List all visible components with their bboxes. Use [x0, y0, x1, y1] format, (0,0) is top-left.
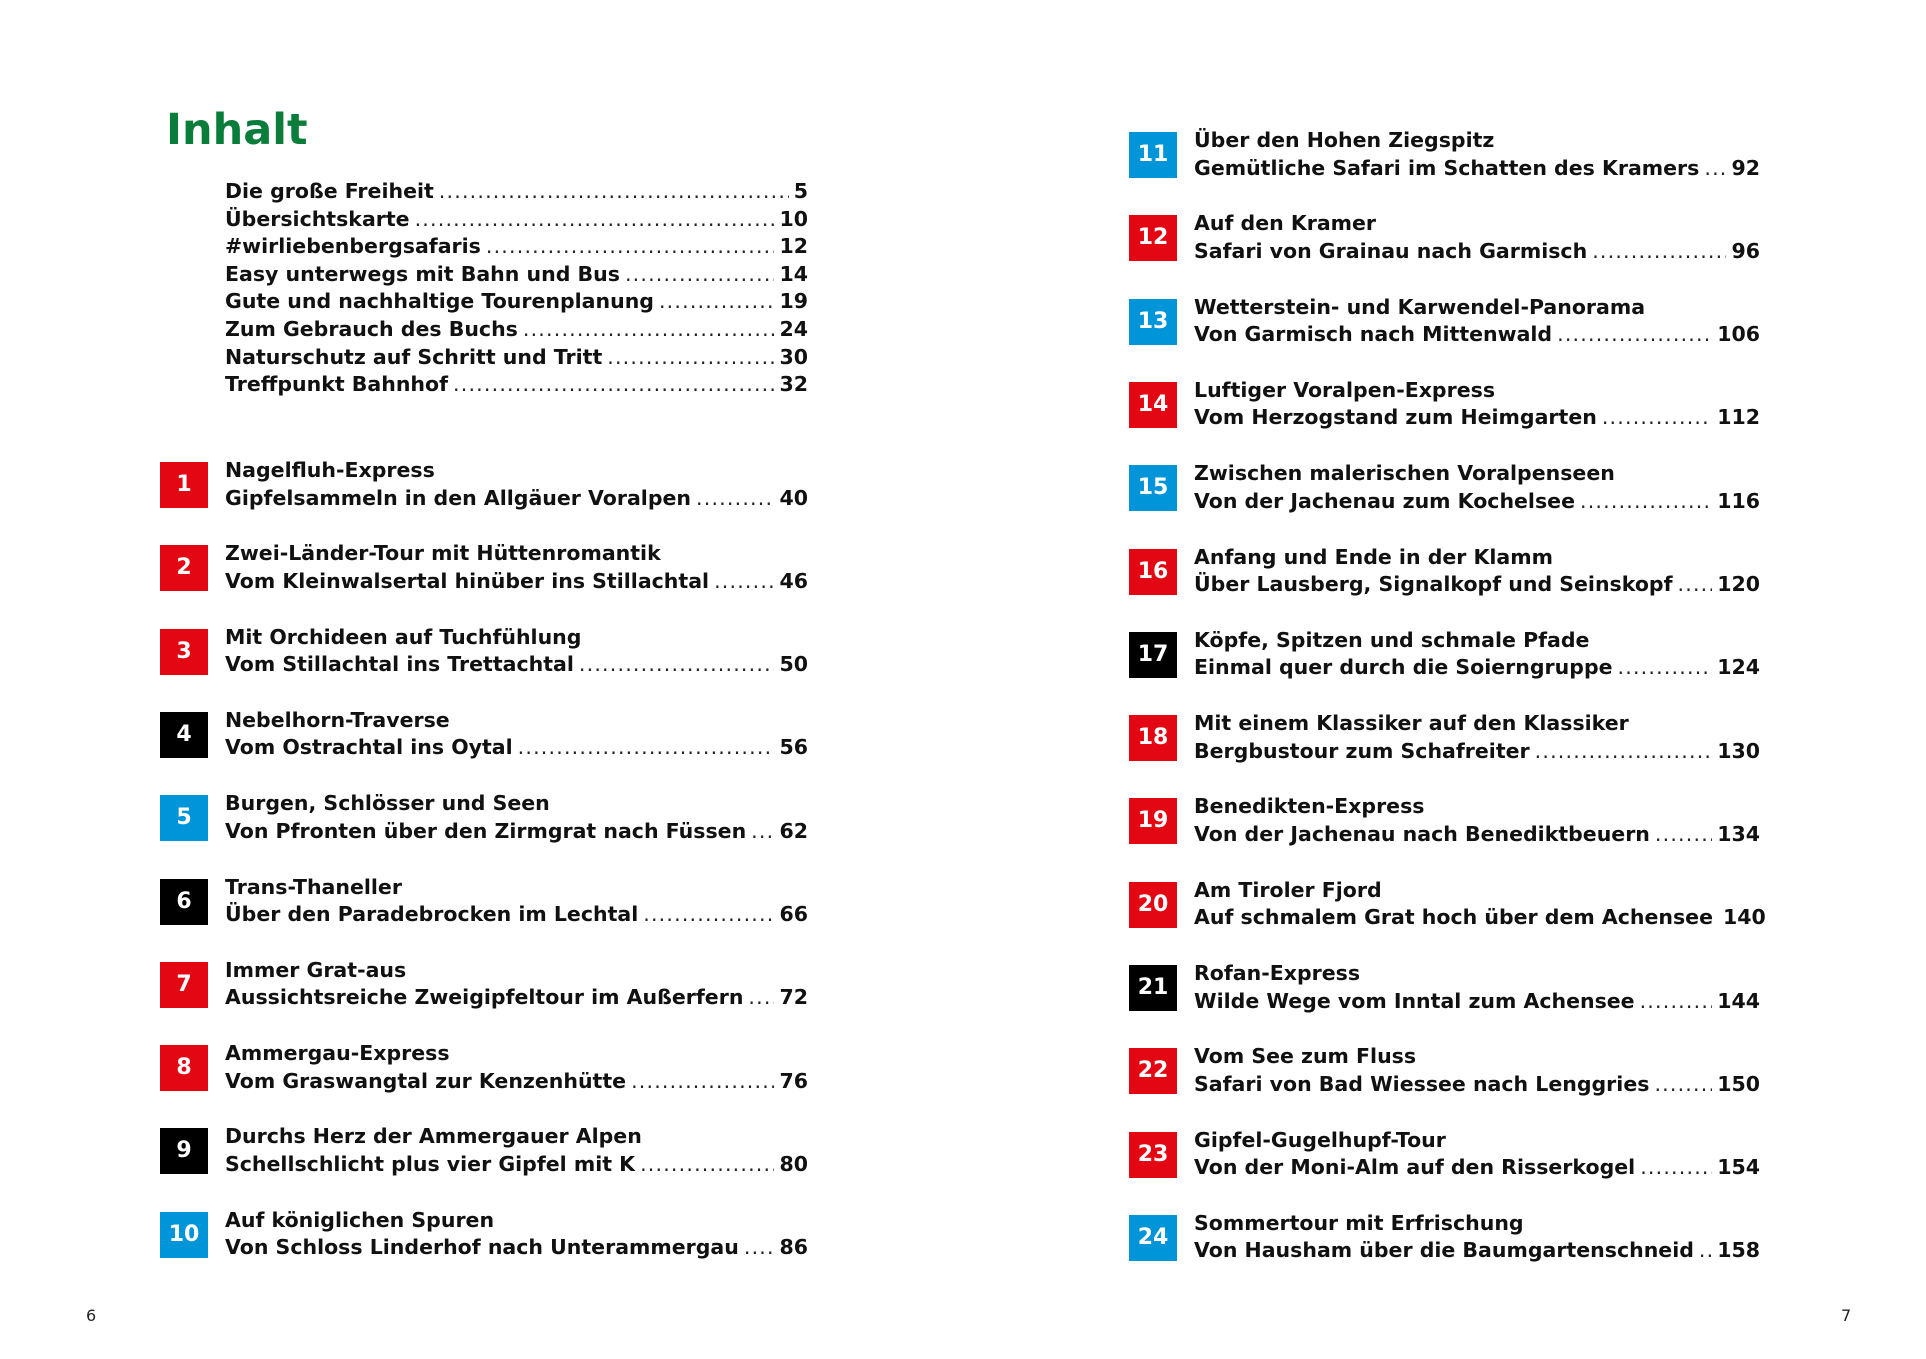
- entry-page-number: 150: [1717, 1071, 1760, 1096]
- dot-leader: [643, 901, 774, 929]
- dot-leader: [659, 288, 775, 316]
- tour-number-badge: 17: [1129, 632, 1177, 678]
- entry-label: #wirliebenbergsafaris: [225, 234, 481, 259]
- entry-page-number: 40: [779, 485, 808, 510]
- dot-leader: [714, 568, 774, 596]
- dot-leader: [1655, 821, 1712, 849]
- tour-text: [225, 1040, 808, 1095]
- tour-text: [1194, 710, 1760, 765]
- tour-entry: [160, 622, 808, 682]
- dot-leader: [1654, 1071, 1712, 1099]
- entry-page-number: 5: [793, 179, 808, 203]
- page-number-left: 6: [86, 1306, 97, 1325]
- dot-leader: [625, 261, 775, 289]
- tour-number-badge: 11: [1129, 132, 1177, 178]
- tour-text: [1194, 544, 1760, 599]
- entry-page-number: 14: [779, 261, 808, 286]
- entry-page-number: 120: [1717, 572, 1760, 597]
- tour-title: Anfang und Ende in der Klamm: [1194, 544, 1553, 569]
- tour-title: Vom See zum Fluss: [1194, 1044, 1417, 1069]
- tour-title: Trans-Thaneller: [225, 874, 402, 899]
- tour-entry: [1129, 708, 1760, 768]
- tour-title: Gipfel-Gugelhupf-Tour: [1194, 1127, 1446, 1152]
- tour-entry: [160, 1121, 808, 1181]
- entry-label: Safari von Grainau nach Garmisch: [1194, 238, 1588, 263]
- entry-page-number: 130: [1717, 738, 1760, 763]
- tour-title: Luftiger Voralpen-Express: [1194, 377, 1496, 402]
- tour-title: Nagelfluh-Express: [225, 458, 435, 482]
- entry-label: Über Lausberg, Signalkopf und Seinskopf: [1194, 572, 1673, 597]
- entry-page-number: 144: [1717, 988, 1760, 1013]
- tour-title: Wetterstein- und Karwendel-Panorama: [1194, 294, 1646, 319]
- tour-text: [1194, 210, 1760, 265]
- entry-label: Gute und nachhaltige Tourenplanung: [225, 289, 654, 314]
- intro-entry: [225, 261, 808, 289]
- tour-title: Durchs Herz der Ammergauer Alpen: [225, 1124, 642, 1149]
- tour-subtitle-line: [225, 818, 808, 846]
- dot-leader: [415, 206, 775, 234]
- entry-label: Vom Herzogstand zum Heimgarten: [1194, 405, 1597, 430]
- dot-leader: [1704, 155, 1726, 183]
- dot-leader: [1592, 238, 1726, 266]
- tour-number-badge: 3: [160, 629, 208, 675]
- tour-text: [225, 1123, 808, 1178]
- entry-label: Von der Jachenau nach Benediktbeuern: [1194, 821, 1650, 846]
- tour-title: Benedikten-Express: [1194, 794, 1425, 819]
- dot-leader: [751, 818, 774, 846]
- tour-subtitle-line: [1194, 155, 1760, 183]
- tour-title: Am Tiroler Fjord: [1194, 877, 1382, 902]
- tour-entry: [160, 538, 808, 598]
- tour-entry: [1129, 292, 1760, 352]
- intro-entry: [225, 233, 808, 261]
- dot-leader: [640, 1151, 774, 1179]
- tour-entry: [1129, 1208, 1760, 1268]
- entry-label: Von Garmisch nach Mittenwald: [1194, 322, 1553, 347]
- tour-subtitle-line: [1194, 571, 1760, 599]
- entry-page-number: 86: [779, 1235, 808, 1260]
- tour-text: [1194, 127, 1760, 182]
- dot-leader: [744, 1234, 775, 1262]
- dot-leader: [696, 485, 774, 513]
- entry-label: Schellschlicht plus vier Gipfel mit K: [225, 1151, 636, 1176]
- tour-number-badge: 10: [160, 1212, 208, 1258]
- entry-label: Safari von Bad Wiessee nach Lenggries: [1194, 1071, 1650, 1096]
- entry-label: Easy unterwegs mit Bahn und Bus: [225, 261, 620, 286]
- tour-title: Auf königlichen Spuren: [225, 1207, 495, 1232]
- tour-number-badge: 8: [160, 1045, 208, 1091]
- entry-label: Einmal quer durch die Soierngruppe: [1194, 655, 1613, 680]
- entry-page-number: 46: [779, 568, 808, 593]
- tour-number-badge: 19: [1129, 798, 1177, 844]
- tour-text: [1194, 1127, 1760, 1182]
- tour-number-badge: 21: [1129, 965, 1177, 1011]
- tour-subtitle-line: [225, 1068, 808, 1096]
- entry-label: Aussichtsreiche Zweigipfeltour im Außerfern: [225, 985, 744, 1010]
- tour-number-badge: 24: [1129, 1215, 1177, 1261]
- entry-label: Gemütliche Safari im Schatten des Kramers: [1194, 155, 1700, 180]
- entry-label: Gipfelsammeln in den Allgäuer Voralpen: [225, 485, 692, 510]
- tour-text: [225, 1207, 808, 1262]
- tour-number-badge: 9: [160, 1128, 208, 1174]
- tour-number-badge: 2: [160, 545, 208, 591]
- tour-title: Köpfe, Spitzen und schmale Pfade: [1194, 627, 1590, 652]
- tour-text: [1194, 1210, 1760, 1265]
- tour-number-badge: 16: [1129, 549, 1177, 595]
- tour-text: [225, 707, 808, 762]
- entry-page-number: 12: [779, 234, 808, 259]
- tour-subtitle-line: [1194, 1237, 1760, 1265]
- intro-entry: [225, 206, 808, 234]
- tour-entry: [160, 872, 808, 932]
- dot-leader: [523, 316, 775, 344]
- dot-leader: [1640, 1154, 1712, 1182]
- tour-entry: [160, 1205, 808, 1265]
- tour-text: [1194, 377, 1760, 432]
- tour-number-badge: 20: [1129, 882, 1177, 928]
- tour-entry: [1129, 791, 1760, 851]
- tour-entry: [160, 455, 808, 515]
- tour-subtitle-line: [225, 1151, 808, 1179]
- tour-text: [225, 874, 808, 929]
- tour-text: [1194, 793, 1760, 848]
- tour-subtitle-line: [225, 651, 808, 679]
- dot-leader: [1699, 1237, 1712, 1265]
- tour-entry: [160, 1038, 808, 1098]
- dot-leader: [1535, 738, 1713, 766]
- tour-number-badge: 1: [160, 462, 208, 508]
- tour-subtitle-line: [1194, 654, 1760, 682]
- tour-entry: [1129, 875, 1766, 935]
- entry-page-number: 10: [779, 206, 808, 231]
- tour-entry: [160, 788, 808, 848]
- entry-page-number: 92: [1731, 155, 1760, 180]
- entry-page-number: 50: [779, 652, 808, 677]
- entry-page-number: 30: [779, 344, 808, 369]
- tour-entry: [1129, 208, 1760, 268]
- dot-leader: [631, 1068, 774, 1096]
- dot-leader: [439, 178, 789, 206]
- tour-entry: [1129, 625, 1760, 685]
- tour-number-badge: 14: [1129, 382, 1177, 428]
- tour-subtitle-line: [225, 485, 808, 513]
- tour-number-badge: 22: [1129, 1048, 1177, 1094]
- page-title: Inhalt: [166, 105, 308, 155]
- dot-leader: [1640, 988, 1713, 1016]
- tour-title: Burgen, Schlösser und Seen: [225, 791, 550, 816]
- dot-leader: [748, 984, 774, 1012]
- entry-label: Treffpunkt Bahnhof: [225, 372, 449, 397]
- entry-label: Von der Moni-Alm auf den Risserkogel: [1194, 1155, 1636, 1180]
- tour-title: Mit einem Klassiker auf den Klassiker: [1194, 711, 1629, 736]
- intro-entry: [225, 288, 808, 316]
- tour-entry: [1129, 125, 1760, 185]
- tour-subtitle-line: [225, 734, 808, 762]
- entry-label: Wilde Wege vom Inntal zum Achensee: [1194, 988, 1635, 1013]
- dot-leader: [1678, 571, 1713, 599]
- tour-entry: [1129, 1125, 1760, 1185]
- tour-entry: [1129, 1041, 1760, 1101]
- tour-subtitle-line: [225, 568, 808, 596]
- entry-label: Die große Freiheit: [225, 179, 434, 203]
- dot-leader: [1557, 321, 1712, 349]
- tour-text: [225, 957, 808, 1012]
- dot-leader: [518, 734, 775, 762]
- entry-page-number: 158: [1717, 1238, 1760, 1263]
- tour-title: Sommertour mit Erfrischung: [1194, 1210, 1524, 1235]
- tour-number-badge: 7: [160, 962, 208, 1008]
- tour-subtitle-line: [1194, 1071, 1760, 1099]
- tour-title: Zwei-Länder-Tour mit Hüttenromantik: [225, 541, 661, 566]
- entry-page-number: 56: [779, 735, 808, 760]
- tour-title: Über den Hohen Ziegspitz: [1194, 128, 1495, 152]
- entry-label: Vom Graswangtal zur Kenzenhütte: [225, 1068, 627, 1093]
- right-page: [963, 0, 1926, 1359]
- entry-page-number: 72: [779, 985, 808, 1010]
- tour-number-badge: 13: [1129, 299, 1177, 345]
- tour-text: [1194, 627, 1760, 682]
- tour-entry: [1129, 542, 1760, 602]
- entry-label: Vom Kleinwalsertal hinüber ins Stillachtal: [225, 568, 710, 593]
- tour-subtitle-line: [1194, 238, 1760, 266]
- dot-leader: [607, 344, 774, 372]
- entry-page-number: 80: [779, 1151, 808, 1176]
- tour-text: [225, 540, 808, 595]
- tour-subtitle-line: [1194, 988, 1760, 1016]
- entry-label: Bergbustour zum Schafreiter: [1194, 738, 1530, 763]
- intro-entry: [225, 178, 808, 206]
- tour-subtitle-line: [225, 1234, 808, 1262]
- intro-toc-list: [225, 178, 808, 399]
- tour-text: [1194, 960, 1760, 1015]
- entry-label: Naturschutz auf Schritt und Tritt: [225, 344, 603, 369]
- tour-number-badge: 4: [160, 712, 208, 758]
- tour-subtitle-line: [1194, 488, 1760, 516]
- tour-text: [225, 457, 808, 512]
- dot-leader: [453, 371, 774, 399]
- entry-label: Vom Stillachtal ins Trettachtal: [225, 652, 574, 677]
- entry-page-number: 106: [1717, 322, 1760, 347]
- entry-label: Zum Gebrauch des Buchs: [225, 316, 518, 341]
- entry-page-number: 66: [779, 902, 808, 927]
- tour-subtitle-line: [1194, 821, 1760, 849]
- tour-title: Nebelhorn-Traverse: [225, 707, 450, 732]
- tour-entry: [1129, 375, 1760, 435]
- entry-page-number: 134: [1717, 821, 1760, 846]
- entry-page-number: 112: [1717, 405, 1760, 430]
- entry-page-number: 76: [779, 1068, 808, 1093]
- tour-number-badge: 6: [160, 879, 208, 925]
- tour-number-badge: 12: [1129, 215, 1177, 261]
- tour-entry: [1129, 958, 1760, 1018]
- tour-subtitle-line: [225, 901, 808, 929]
- tour-text: [1194, 294, 1760, 349]
- tour-text: [1194, 460, 1760, 515]
- tour-entry: [1129, 458, 1760, 518]
- entry-page-number: 116: [1717, 488, 1760, 513]
- entry-label: Von Schloss Linderhof nach Unterammergau: [225, 1235, 739, 1260]
- tour-title: Ammergau-Express: [225, 1041, 450, 1066]
- dot-leader: [1618, 654, 1713, 682]
- intro-entry: [225, 316, 808, 344]
- entry-page-number: 96: [1731, 238, 1760, 263]
- tour-text: [225, 624, 808, 679]
- entry-page-number: 19: [779, 289, 808, 314]
- entry-label: Von Hausham über die Baumgartenschneid: [1194, 1238, 1694, 1263]
- tour-title: Mit Orchideen auf Tuchfühlung: [225, 624, 582, 649]
- dot-leader: [486, 233, 775, 261]
- tour-number-badge: 23: [1129, 1132, 1177, 1178]
- tour-number-badge: 5: [160, 795, 208, 841]
- tour-entry: [160, 955, 808, 1015]
- intro-entry: [225, 344, 808, 372]
- tour-subtitle-line: [1194, 738, 1760, 766]
- tour-title: Zwischen malerischen Voralpenseen: [1194, 461, 1615, 486]
- dot-leader: [1580, 488, 1712, 516]
- entry-page-number: 62: [779, 818, 808, 843]
- tour-number-badge: 15: [1129, 465, 1177, 511]
- entry-page-number: 124: [1717, 655, 1760, 680]
- tour-subtitle-line: [1194, 904, 1766, 932]
- page-number-right: 7: [1841, 1306, 1852, 1325]
- entry-label: Von der Jachenau zum Kochelsee: [1194, 488, 1575, 513]
- entry-label: Vom Ostrachtal ins Oytal: [225, 735, 513, 760]
- tour-text: [225, 790, 808, 845]
- tour-text: [1194, 877, 1766, 932]
- tour-subtitle-line: [225, 984, 808, 1012]
- tour-text: [1194, 1043, 1760, 1098]
- entry-page-number: 154: [1717, 1155, 1760, 1180]
- dot-leader: [1602, 404, 1712, 432]
- entry-page-number: 24: [779, 316, 808, 341]
- entry-label: Von Pfronten über den Zirmgrat nach Füssen: [225, 818, 747, 843]
- entry-label: Auf schmalem Grat hoch über dem Achensee: [1194, 905, 1713, 930]
- entry-page-number: 140: [1722, 905, 1766, 930]
- intro-entry: [225, 371, 808, 399]
- tour-title: Immer Grat-aus: [225, 957, 407, 982]
- tour-subtitle-line: [1194, 404, 1760, 432]
- entry-label: Übersichtskarte: [225, 206, 410, 231]
- entry-label: Über den Paradebrocken im Lechtal: [225, 902, 639, 927]
- tour-entry: [160, 705, 808, 765]
- dot-leader: [579, 651, 775, 679]
- tour-title: Rofan-Express: [1194, 961, 1361, 985]
- tour-subtitle-line: [1194, 321, 1760, 349]
- tour-title: Auf den Kramer: [1194, 211, 1377, 236]
- tour-subtitle-line: [1194, 1154, 1760, 1182]
- tour-number-badge: 18: [1129, 715, 1177, 761]
- entry-page-number: 32: [779, 372, 808, 397]
